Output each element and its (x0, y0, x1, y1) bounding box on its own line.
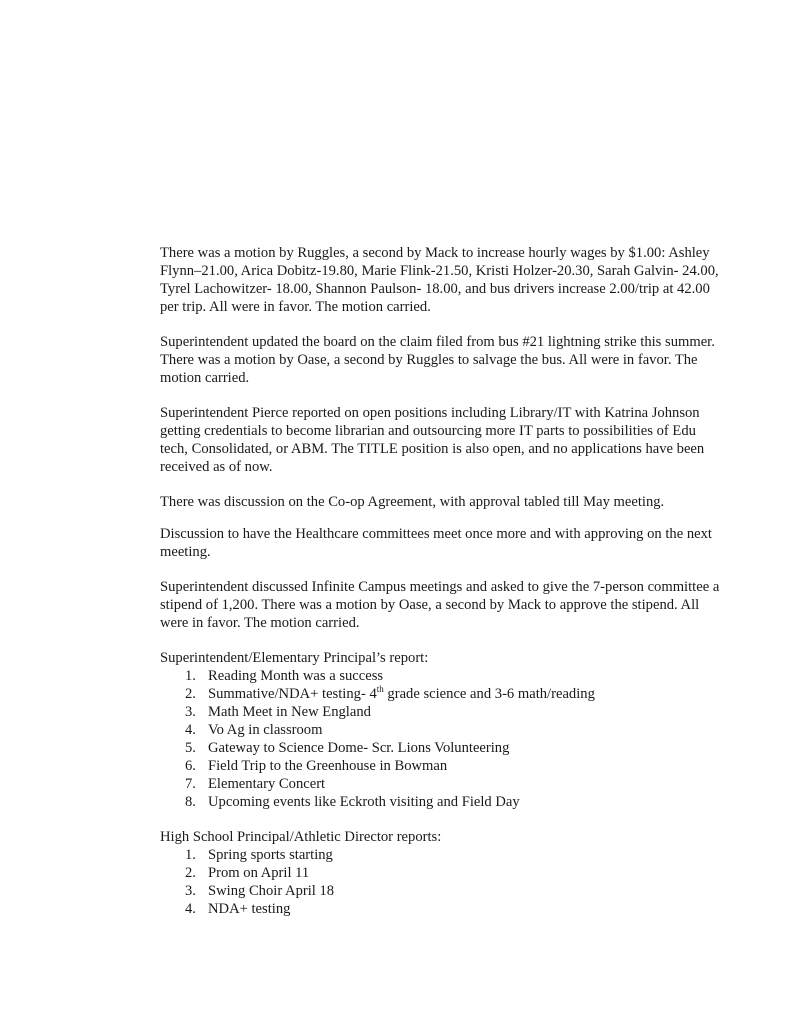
high-school-report-list (160, 846, 720, 918)
list-number: 2. (185, 686, 196, 702)
open-positions-paragraph: Superintendent Pierce reported on open positions including Library/IT with Katrina Johnson getting credentials to become librarian and outsourcing more IT parts to possibilities of Edu tech, Consolidated, or ABM. The TITLE position is also open, and no applications have been received as of now. (160, 405, 705, 475)
list-item-text: Vo Ag in classroom (208, 722, 323, 738)
list-item-text: Math Meet in New England (208, 704, 371, 720)
list-item (160, 667, 720, 685)
list-number: 1. (185, 668, 196, 684)
list-number: 1. (185, 847, 196, 863)
coop-agreement-paragraph: There was discussion on the Co-op Agreement, with approval tabled till May meeting. (160, 494, 665, 510)
ordinal-suffix: th (376, 684, 384, 695)
list-item-text: Summative/NDA+ testing- 4 (208, 686, 377, 702)
list-item-text: Gateway to Science Dome- Scr. Lions Volunteering (208, 740, 510, 756)
list-item-text: Upcoming events like Eckroth visiting and Field Day (208, 794, 520, 810)
list-item-text: Reading Month was a success (208, 668, 384, 684)
list-item (160, 739, 720, 757)
healthcare-paragraph: Discussion to have the Healthcare committees meet once more and with approving on the next meeting. (160, 526, 712, 560)
list-item (160, 846, 720, 864)
list-number: 7. (185, 776, 196, 792)
list-item (160, 721, 720, 739)
list-item-text: NDA+ testing (208, 901, 291, 917)
infinite-campus-paragraph: Superintendent discussed Infinite Campus meetings and asked to give the 7-person committee a stipend of 1,200. There was a motion by Oase, a second by Mack to approve the stipend. All were in favor. The motion carried. (160, 579, 720, 631)
list-item-text: Spring sports starting (208, 847, 333, 863)
elementary-report-list (160, 667, 720, 811)
list-number: 2. (185, 865, 196, 881)
list-item-text: Swing Choir April 18 (208, 883, 335, 899)
wage-increase-paragraph: There was a motion by Ruggles, a second by Mack to increase hourly wages by $1.00: Ashley Flynn–21.00, Arica Dobitz-19.80, Marie Flink-21.50, Kristi Holzer-20.30, Sarah Galvin- 24.00, Tyrel Lachowitzer- 18.00, Shannon Paulson- 18.00, and bus drivers increase 2.00/trip at 42.00 per trip. All were in favor. The motion carried. (160, 245, 719, 315)
list-item (160, 703, 720, 721)
list-item (160, 864, 720, 882)
high-school-report-title: High School Principal/Athletic Director reports: (160, 829, 442, 845)
list-item-text: grade science and 3-6 math/reading (383, 686, 595, 702)
list-number: 8. (185, 794, 196, 810)
list-item (160, 775, 720, 793)
list-item-text: Prom on April 11 (208, 865, 310, 881)
list-number: 5. (185, 740, 196, 756)
list-item (160, 757, 720, 775)
list-item (160, 685, 720, 703)
list-item (160, 882, 720, 900)
list-number: 3. (185, 704, 196, 720)
elementary-report-title: Superintendent/Elementary Principal’s report: (160, 650, 429, 666)
list-item (160, 793, 720, 811)
bus-claim-paragraph: Superintendent updated the board on the claim filed from bus #21 lightning strike this summer. There was a motion by Oase, a second by Ruggles to salvage the bus. All were in favor. The motion carried. (160, 334, 715, 386)
list-item (160, 900, 720, 918)
list-number: 6. (185, 758, 196, 774)
list-number: 4. (185, 722, 196, 738)
list-number: 4. (185, 901, 196, 917)
list-item-text: Field Trip to the Greenhouse in Bowman (208, 758, 448, 774)
list-number: 3. (185, 883, 196, 899)
document-page (160, 244, 720, 935)
list-item-text: Elementary Concert (208, 776, 326, 792)
